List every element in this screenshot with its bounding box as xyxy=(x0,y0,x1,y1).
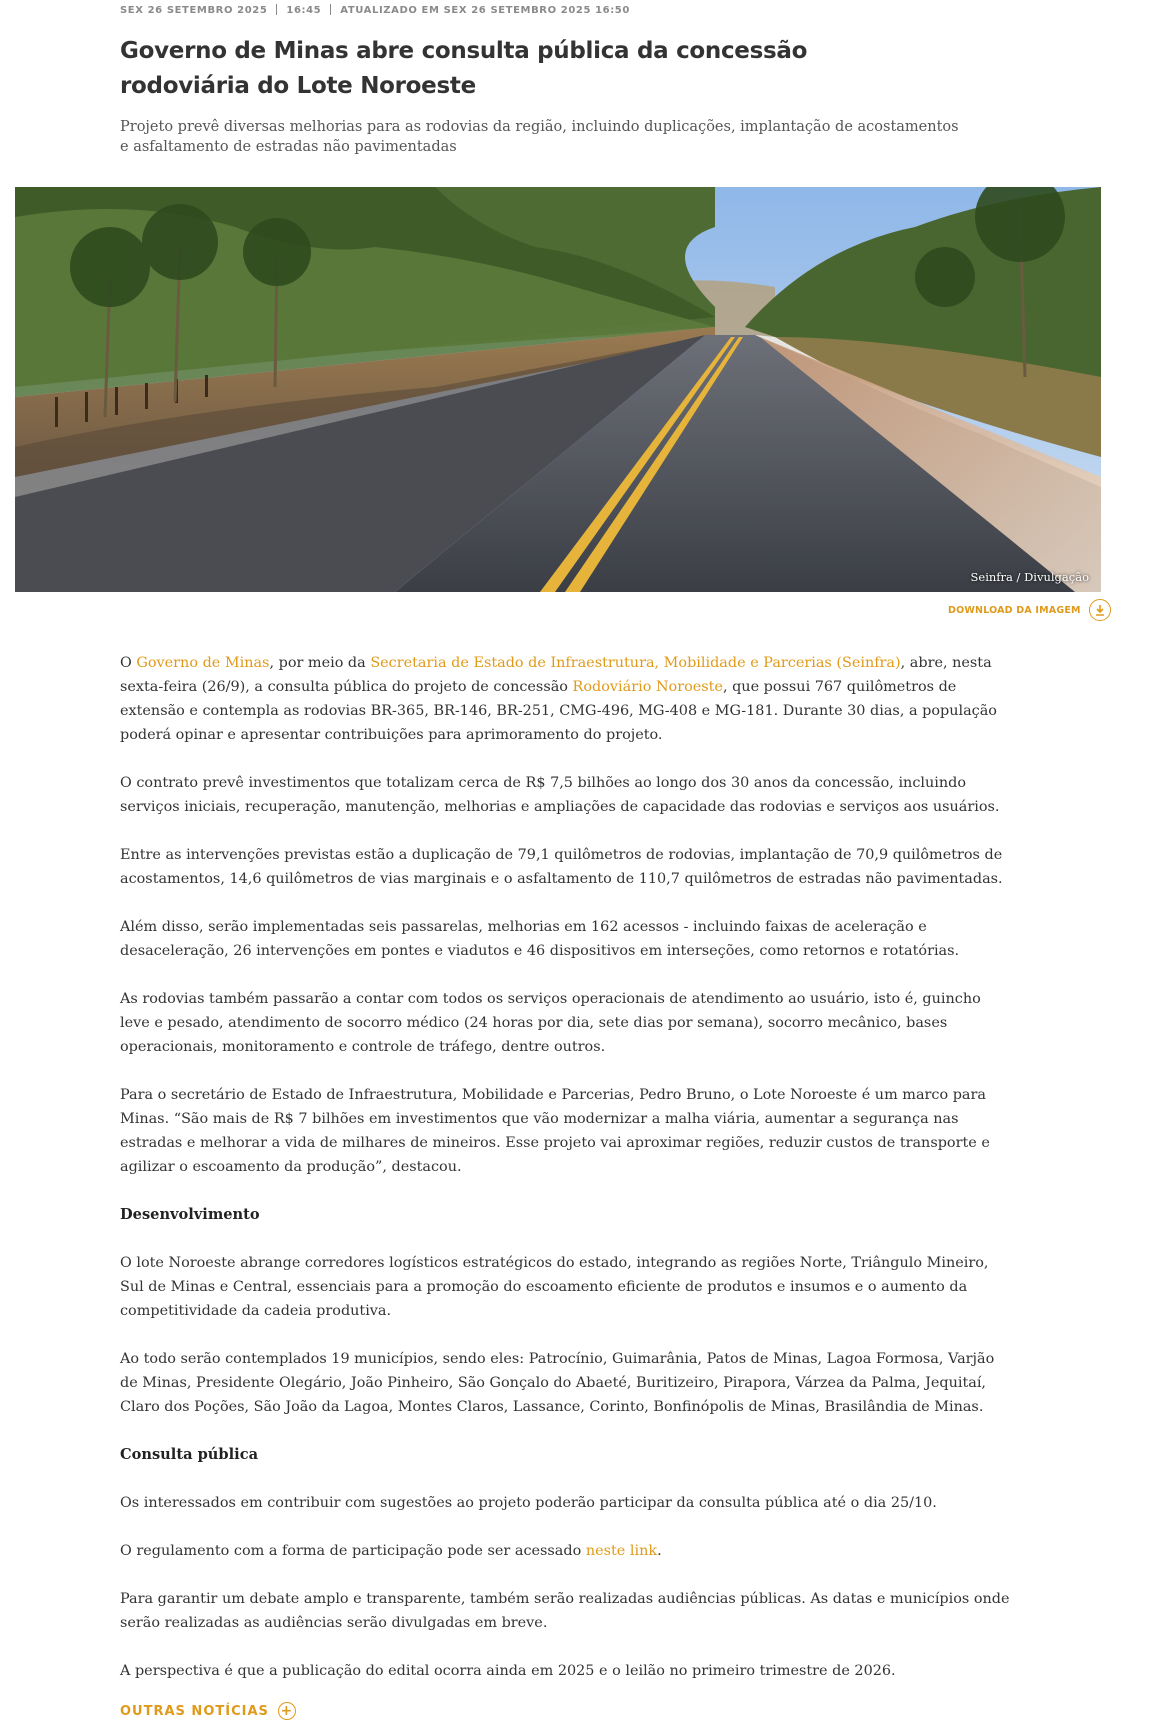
paragraph: Os interessados em contribuir com sugestões ao projeto poderão participar da consulta pública até o dia 25/10. xyxy=(120,1495,937,1511)
link-neste-link[interactable]: neste link xyxy=(585,1543,658,1559)
more-news-button[interactable] xyxy=(120,1702,296,1720)
link-rodoviario-noroeste[interactable]: Rodoviário Noroeste xyxy=(572,679,723,695)
article-subtitle: Projeto prevê diversas melhorias para as rodovias da região, incluindo duplicações, implantação de acostamentos e asfaltamento de estradas não pavimentadas xyxy=(120,119,959,155)
paragraph: O contrato prevê investimentos que totalizam cerca de R$ 7,5 bilhões ao longo dos 30 anos da concessão, incluindo serviços iniciais, recuperação, manutenção, melhorias e ampliações de capacidade das rodovias e serviços aos usuários. xyxy=(120,775,1000,815)
paragraph: Para garantir um debate amplo e transparente, também serão realizadas audiências públicas. As datas e municípios onde serão realizadas as audiências serão divulgadas em breve. xyxy=(120,1591,1010,1631)
paragraph: Ao todo serão contemplados 19 municípios, sendo eles: Patrocínio, Guimarânia, Patos de Minas, Lagoa Formosa, Varjão de Minas, Presidente Olegário, João Pinheiro, São Gonçalo do Abaeté, Buritizeiro, Pirapora, Várzea da Palma, Jequitaí, Claro dos Poções, São João da Lagoa, Montes Claros, Lassance, Corinto, Bonfinópolis de Minas, Brasilândia de Minas. xyxy=(120,1351,995,1415)
link-governo-de-minas[interactable]: Governo de Minas xyxy=(136,655,270,671)
section-heading-desenvolvimento: Desenvolvimento xyxy=(120,1206,260,1223)
article-meta xyxy=(120,4,630,16)
paragraph: Para o secretário de Estado de Infraestrutura, Mobilidade e Parcerias, Pedro Bruno, o Lote Noroeste é um marco para Minas. “São mais de R$ 7 bilhões em investimentos que vão modernizar a malha viária, aumentar a segurança nas estradas e melhorar a vida de milhares de mineiros. Esse projeto vai aproximar regiões, reduzir custos de transporte e agilizar o escoamento da produção”, destacou. xyxy=(120,1087,990,1175)
publish-date: SEX 26 SETEMBRO 2025 xyxy=(120,5,268,16)
paragraph: A perspectiva é que a publicação do edital ocorra ainda em 2025 e o leilão no primeiro trimestre de 2026. xyxy=(120,1663,896,1679)
road-photo xyxy=(15,187,1101,592)
hero-image xyxy=(15,187,1101,592)
image-credit: Seinfra / Divulgação xyxy=(970,570,1089,584)
updated-date: ATUALIZADO EM SEX 26 SETEMBRO 2025 16:50 xyxy=(340,5,630,16)
meta-divider xyxy=(330,4,331,15)
article-body xyxy=(120,651,1010,1707)
download-image-button[interactable] xyxy=(948,599,1111,621)
paragraph: As rodovias também passarão a contar com todos os serviços operacionais de atendimento ao usuário, isto é, guincho leve e pesado, atendimento de socorro médico (24 horas por dia, sete dias por semana), socorro mecânico, bases operacionais, monitoramento e controle de tráfego, dentre outros. xyxy=(120,991,981,1055)
paragraph: O regulamento com a forma de participação pode ser acessado neste link. xyxy=(120,1543,662,1559)
more-news-label: OUTRAS NOTÍCIAS xyxy=(120,1703,269,1719)
download-label: DOWNLOAD DA IMAGEM xyxy=(948,604,1081,616)
download-icon xyxy=(1089,599,1111,621)
publish-time: 16:45 xyxy=(286,5,322,16)
section-heading-consulta-publica: Consulta pública xyxy=(120,1446,259,1463)
article-title: Governo de Minas abre consulta pública da concessão rodoviária do Lote Noroeste xyxy=(120,38,808,99)
link-seinfra[interactable]: Secretaria de Estado de Infraestrutura, Mobilidade e Parcerias (Seinfra) xyxy=(370,655,901,671)
paragraph: Entre as intervenções previstas estão a duplicação de 79,1 quilômetros de rodovias, implantação de 70,9 quilômetros de acostamentos, 14,6 quilômetros de vias marginais e o asfaltamento de 110,7 quilômetros de estradas não pavimentadas. xyxy=(120,847,1003,887)
paragraph: O lote Noroeste abrange corredores logísticos estratégicos do estado, integrando as regiões Norte, Triângulo Mineiro, Sul de Minas e Central, essenciais para a promoção do escoamento eficiente de produtos e insumos e o aumento da competitividade da cadeia produtiva. xyxy=(120,1255,989,1319)
meta-divider xyxy=(276,4,277,15)
paragraph: O Governo de Minas, por meio da Secretaria de Estado de Infraestrutura, Mobilidade e Parcerias (Seinfra), abre, nesta sexta-feira (26/9), a consulta pública do projeto de concessão Rodoviário Noroeste, que possui 767 quilômetros de extensão e contempla as rodovias BR-365, BR-146, BR-251, CMG-496, MG-408 e MG-181. Durante 30 dias, a população poderá opinar e apresentar contribuições para aprimoramento do projeto. xyxy=(120,655,997,743)
plus-circle-icon: + xyxy=(278,1702,296,1720)
paragraph: Além disso, serão implementadas seis passarelas, melhorias em 162 acessos - incluindo faixas de aceleração e desaceleração, 26 intervenções em pontes e viadutos e 46 dispositivos em interseções, como retornos e rotatórias. xyxy=(120,919,960,959)
